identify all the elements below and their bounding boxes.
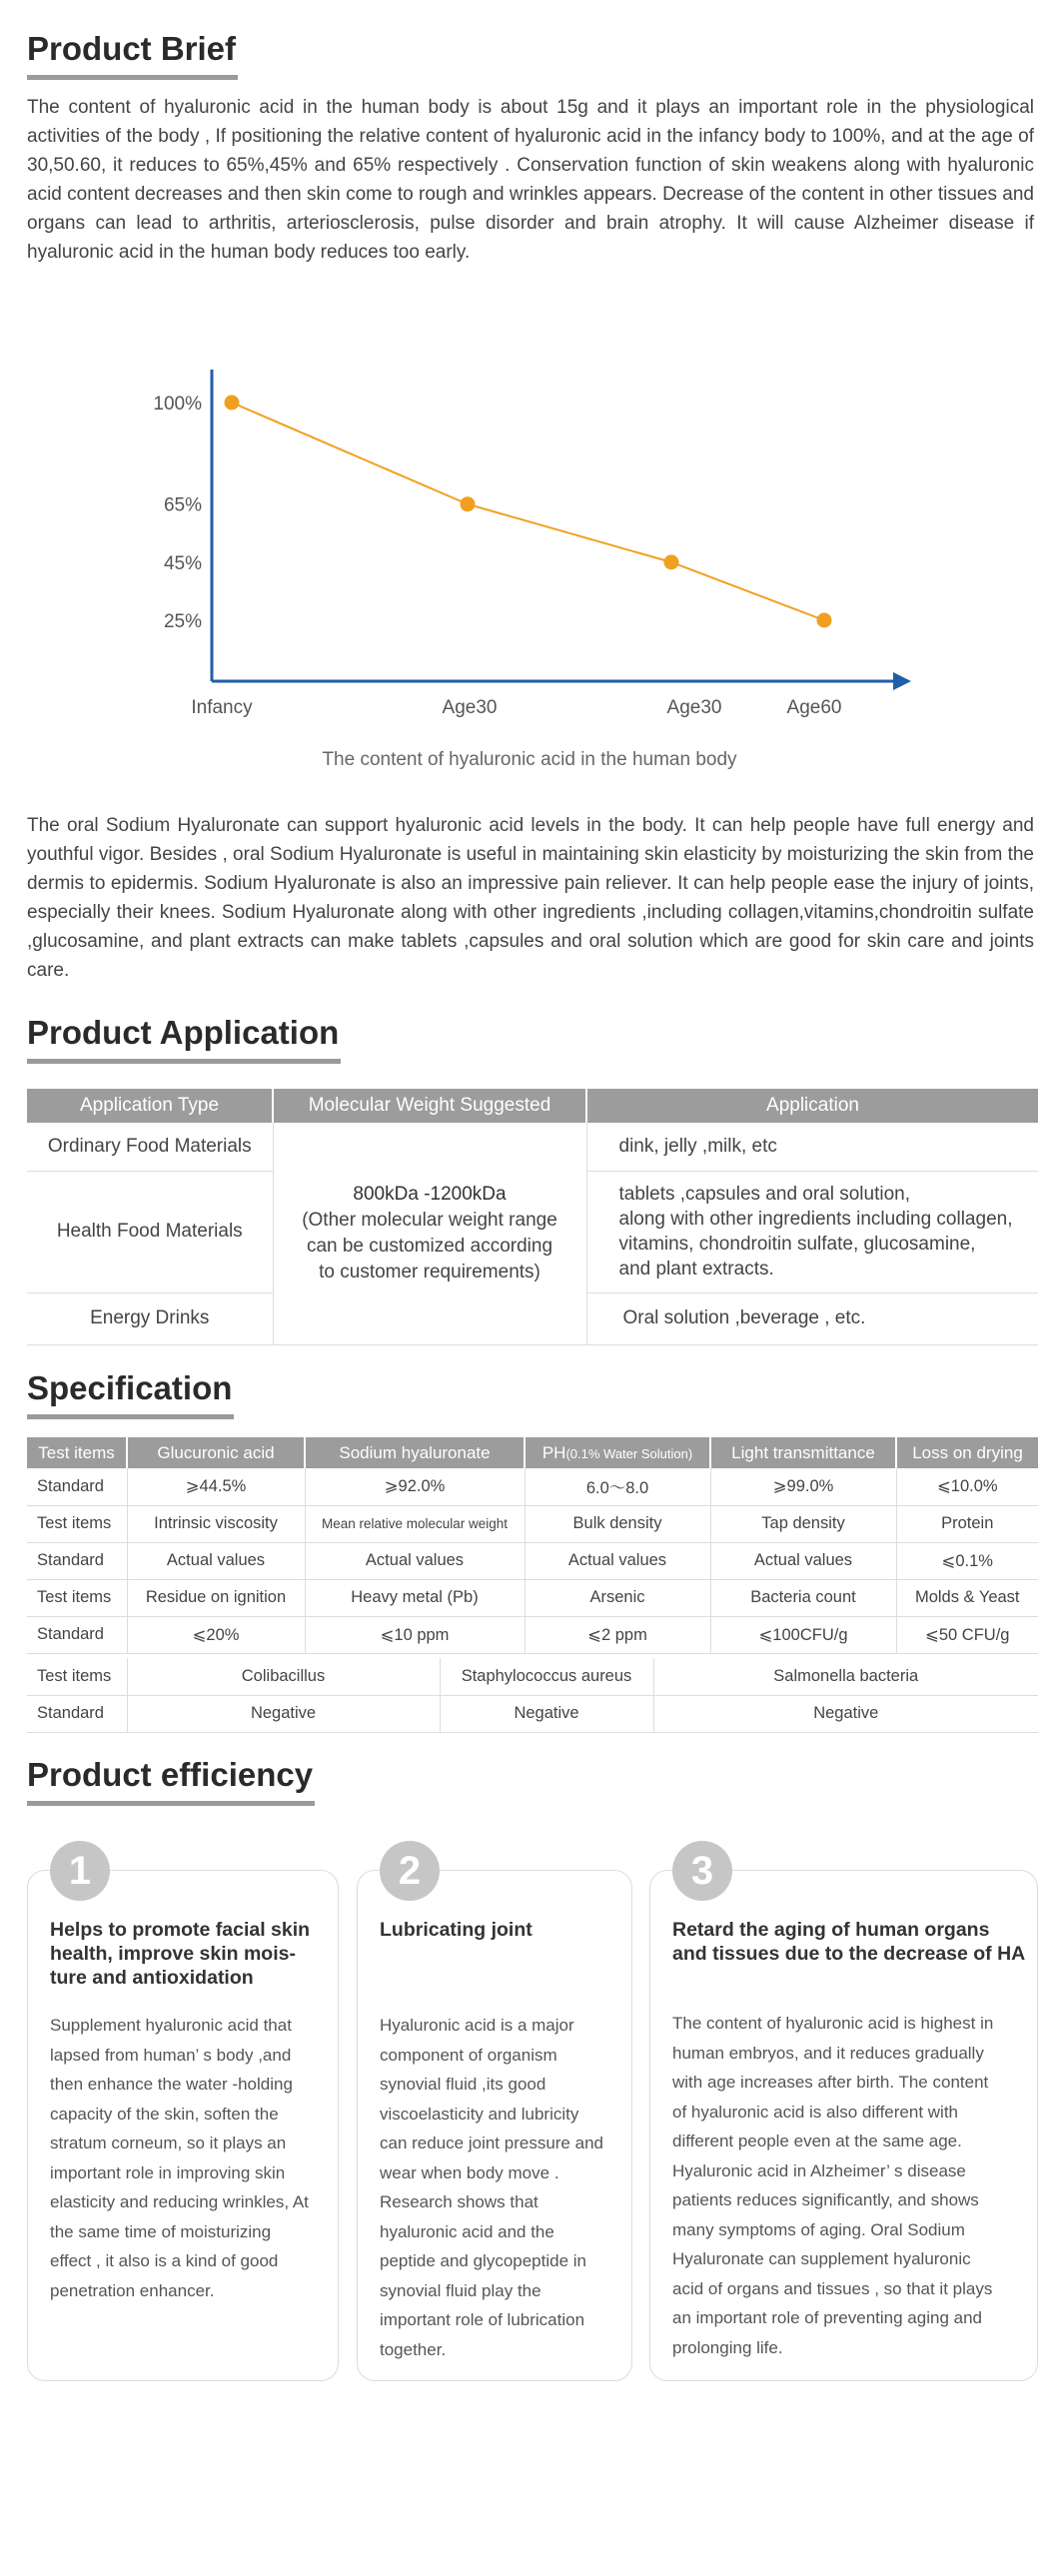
x-tick-label: Age30 <box>442 697 498 718</box>
card-body-line: stratum corneum, so it plays an <box>50 2134 287 2152</box>
mw-note-line: (Other molecular weight range <box>302 1209 557 1231</box>
spec-cell: Salmonella bacteria <box>653 1658 1038 1695</box>
x-axis-arrow <box>893 672 911 690</box>
card-body <box>380 2011 603 2364</box>
series-line <box>232 403 824 620</box>
application-cell: Oral solution ,beverage , etc. <box>586 1292 1038 1344</box>
spec-cell: Protein <box>896 1505 1038 1542</box>
card-title-line: ture and antioxidation <box>50 1967 254 1989</box>
spec-header-cell: Light transmittance <box>710 1437 896 1468</box>
application-line: tablets ,capsules and oral solution, <box>618 1184 911 1205</box>
table-row <box>27 1468 1038 1505</box>
spec-cell: ⩽20% <box>127 1616 305 1653</box>
spec-cell: ⩽50 CFU/g <box>896 1616 1038 1653</box>
card-body-line: Hyaluronic acid in Alzheimer’ s disease <box>672 2160 966 2180</box>
card-body-line: human embryos, and it reduces gradually <box>672 2043 984 2063</box>
chart-caption: The content of hyaluronic acid in the human body <box>322 749 737 770</box>
section-title-product-brief: Product Brief <box>27 30 236 74</box>
card-body-line: with age increases after birth. The content <box>672 2073 989 2092</box>
spec-cell: Staphylococcus aureus <box>440 1658 653 1695</box>
molecular-weight-cell <box>273 1123 586 1344</box>
card-body-line: capacity of the skin, soften the <box>50 2104 279 2124</box>
spec-cell: Negative <box>440 1695 653 1732</box>
y-tick-label: 25% <box>163 611 202 632</box>
hyaluronic-acid-chart <box>0 330 1059 789</box>
spec-cell: Negative <box>653 1695 1038 1732</box>
application-line: along with other ingredients including collagen, <box>618 1209 1013 1230</box>
spec-cell: Standard <box>27 1695 127 1732</box>
section-title-specification: Specification <box>27 1369 232 1413</box>
application-header-application: Application <box>586 1089 1038 1123</box>
table-row <box>27 1658 1038 1695</box>
spec-cell: Arsenic <box>525 1579 710 1616</box>
brief-paragraph: The content of hyaluronic acid in the human body is about 15g and it plays an important role in the physiological activities of the body , If positioning the relative content of hyaluronic acid in the infancy body to 100%, and at the age of 30,50.60, it reduces to 65%,45% and 65% respectively . Conservation function of skin weakens along with hyaluronic acid content decreases and then skin come to rough and wrinkles appears. Decrease of the content in other tissues and organs can lead to arthritis, arteriosclerosis, pulse disorder and brain atrophy. It will cause Alzheimer disease if hyaluronic acid in the human body reduces too early. <box>27 97 1034 263</box>
spec-cell: Actual values <box>525 1542 710 1579</box>
application-cell: dink, jelly ,milk, etc <box>586 1123 1038 1171</box>
y-tick-label: 65% <box>163 494 202 516</box>
spec-cell: Tap density <box>710 1505 896 1542</box>
application-type-cell: Health Food Materials <box>27 1171 273 1292</box>
card-body-line: penetration enhancer. <box>50 2280 215 2300</box>
card-title-line: Helps to promote facial skin <box>50 1919 311 1941</box>
spec-cell: 6.0～8.0 <box>525 1468 710 1505</box>
data-point <box>817 613 832 628</box>
table-row <box>27 1123 1038 1171</box>
spec-cell: Test items <box>27 1505 127 1542</box>
spec-cell: ⩾44.5% <box>127 1468 305 1505</box>
specification-table <box>27 1437 1038 1654</box>
application-line: and plant extracts. <box>618 1259 774 1280</box>
spec-cell: Actual values <box>305 1542 525 1579</box>
card-title-line: Lubricating joint <box>380 1919 532 1941</box>
card-body <box>50 2011 309 2305</box>
x-tick-label: Age60 <box>786 697 842 718</box>
spec-cell: Actual values <box>710 1542 896 1579</box>
card-body-line: The content of hyaluronic acid is highest in <box>672 2014 994 2033</box>
card-body <box>672 2009 993 2362</box>
table-row <box>27 1505 1038 1542</box>
spec-cell: Standard <box>27 1616 127 1653</box>
spec-header-cell: Sodium hyaluronate <box>305 1437 525 1468</box>
card-body-line: Hyaluronate can supplement hyaluronic <box>672 2249 971 2268</box>
table-row <box>27 1542 1038 1579</box>
card-body-line: together. <box>380 2339 447 2359</box>
spec-cell: ⩽10.0% <box>896 1468 1038 1505</box>
chart-svg <box>0 330 1059 749</box>
card-title <box>50 1918 310 1990</box>
card-body-line: many symptoms of aging. Oral Sodium <box>672 2219 965 2239</box>
spec-header-cell: Glucuronic acid <box>127 1437 305 1468</box>
spec-cell: ⩽10 ppm <box>305 1616 525 1653</box>
table-row <box>27 1579 1038 1616</box>
spec-cell: Negative <box>127 1695 440 1732</box>
spec-header-ph-note: (0.1% Water Solution) <box>565 1445 693 1461</box>
card-body-line: important role in improving skin <box>50 2162 286 2182</box>
card-body-line: then enhance the water -holding <box>50 2075 293 2094</box>
application-header-mw: Molecular Weight Suggested <box>273 1089 586 1123</box>
card-body-line: acid of organs and tissues , so that it plays <box>672 2278 993 2298</box>
spec-cell: Molds & Yeast <box>896 1579 1038 1616</box>
card-body-line: elasticity and reducing wrinkles, At <box>50 2192 309 2211</box>
card-body-line: Research shows that <box>380 2192 538 2211</box>
section-title-product-application: Product Application <box>27 1014 339 1058</box>
card-body-line: wear when body move . <box>380 2162 559 2182</box>
card-number-badge: 1 <box>50 1841 110 1901</box>
y-tick-label: 45% <box>163 552 202 574</box>
card-body-line: effect , it also is a kind of good <box>50 2251 279 2270</box>
application-cell <box>586 1171 1038 1292</box>
card-body-line: can reduce joint pressure and <box>380 2134 603 2152</box>
application-header-type: Application Type <box>27 1089 273 1123</box>
spec-cell: Standard <box>27 1542 127 1579</box>
card-number-badge: 2 <box>380 1841 440 1901</box>
efficiency-card-2 <box>357 1849 632 2381</box>
card-body-line: different people even at the same age. <box>672 2132 962 2150</box>
card-body-line: Supplement hyaluronic acid that <box>50 2016 292 2035</box>
spec-cell: Standard <box>27 1468 127 1505</box>
card-body-line: of hyaluronic acid is also different with <box>672 2102 959 2122</box>
mw-main: 800kDa -1200kDa <box>353 1183 507 1205</box>
spec-cell: ⩾99.0% <box>710 1468 896 1505</box>
card-body-line: lapsed from human’ s body ,and <box>50 2045 292 2065</box>
spec-header-cell: Loss on drying <box>896 1437 1038 1468</box>
card-body-line: viscoelasticity and lubricity <box>380 2104 579 2124</box>
spec-cell: Bacteria count <box>710 1579 896 1616</box>
intro-paragraph: The oral Sodium Hyaluronate can support hyaluronic acid levels in the body. It can help people have full energy and youthful vigor. Besides , oral Sodium Hyaluronate is useful in maintaining skin elasticity by moisturizing the skin from the dermis to epidermis. Sodium Hyaluronate is also an impressive pain reliever. It can help people ease the injury of joints, especially their knees. Sodium Hyaluronate along with other ingredients ,including collagen,vitamins,chondroitin sulfate ,glucosamine, and plant extracts can make tablets ,capsules and oral solution which are good for skin care and joints care. <box>27 815 1034 981</box>
x-tick-label: Infancy <box>191 697 253 718</box>
spec-cell: ⩽0.1% <box>896 1542 1038 1579</box>
spec-cell: Colibacillus <box>127 1658 440 1695</box>
application-table <box>27 1089 1038 1345</box>
section-title-product-efficiency: Product efficiency <box>27 1756 313 1800</box>
mw-note-line: to customer requirements) <box>319 1261 540 1283</box>
spec-cell: Test items <box>27 1579 127 1616</box>
card-title-line: health, improve skin mois- <box>50 1943 296 1965</box>
card-body-line: synovial fluid play the <box>380 2280 541 2300</box>
card-body-line: the same time of moisturizing <box>50 2221 272 2241</box>
spec-cell: ⩽100CFU/g <box>710 1616 896 1653</box>
spec-cell: Bulk density <box>525 1505 710 1542</box>
table-row <box>27 1695 1038 1732</box>
card-body-line: synovial fluid ,its good <box>380 2075 546 2094</box>
efficiency-card-3 <box>649 1849 1038 2381</box>
spec-cell: ⩾92.0% <box>305 1468 525 1505</box>
table-row <box>27 1616 1038 1653</box>
application-type-cell: Energy Drinks <box>27 1292 273 1344</box>
spec-header-cell <box>525 1437 710 1468</box>
data-point <box>664 554 679 569</box>
card-body-line: patients reduces significantly, and shows <box>672 2190 979 2209</box>
card-number-badge: 3 <box>672 1841 732 1901</box>
spec-cell: Heavy metal (Pb) <box>305 1579 525 1616</box>
card-body-line: Hyaluronic acid is a major <box>380 2016 574 2035</box>
spec-cell: Residue on ignition <box>127 1579 305 1616</box>
spec-cell: Intrinsic viscosity <box>127 1505 305 1542</box>
spec-cell: ⩽2 ppm <box>525 1616 710 1653</box>
card-body-line: peptide and glycopeptide in <box>380 2251 586 2270</box>
card-body-line: an important role of preventing aging and <box>672 2308 982 2327</box>
spec-cell: Actual values <box>127 1542 305 1579</box>
spec-header-ph: PH <box>541 1442 566 1462</box>
specification-table-microbial <box>27 1658 1038 1733</box>
efficiency-card-1 <box>27 1849 339 2381</box>
card-body-line: prolonging life. <box>672 2337 783 2357</box>
card-body-line: important role of lubrication <box>380 2310 585 2329</box>
data-point <box>461 496 476 511</box>
card-title <box>380 1918 532 1942</box>
spec-cell: Test items <box>27 1658 127 1695</box>
x-tick-label: Age30 <box>666 697 722 718</box>
spec-cell: Mean relative molecular weight <box>305 1505 525 1542</box>
spec-header-cell: Test items <box>27 1437 127 1468</box>
data-point <box>225 396 240 411</box>
card-title-line: and tissues due to the decrease of HA <box>672 1943 1026 1965</box>
card-body-line: hyaluronic acid and the <box>380 2221 554 2241</box>
card-title <box>672 1918 1025 1966</box>
card-title-line: Retard the aging of human organs <box>672 1919 990 1941</box>
application-line: vitamins, chondroitin sulfate, glucosamine, <box>618 1234 976 1255</box>
mw-note-line: can be customized according <box>306 1235 553 1257</box>
card-body-line: component of organism <box>380 2045 557 2065</box>
y-tick-label: 100% <box>153 394 202 415</box>
application-type-cell: Ordinary Food Materials <box>27 1123 273 1171</box>
